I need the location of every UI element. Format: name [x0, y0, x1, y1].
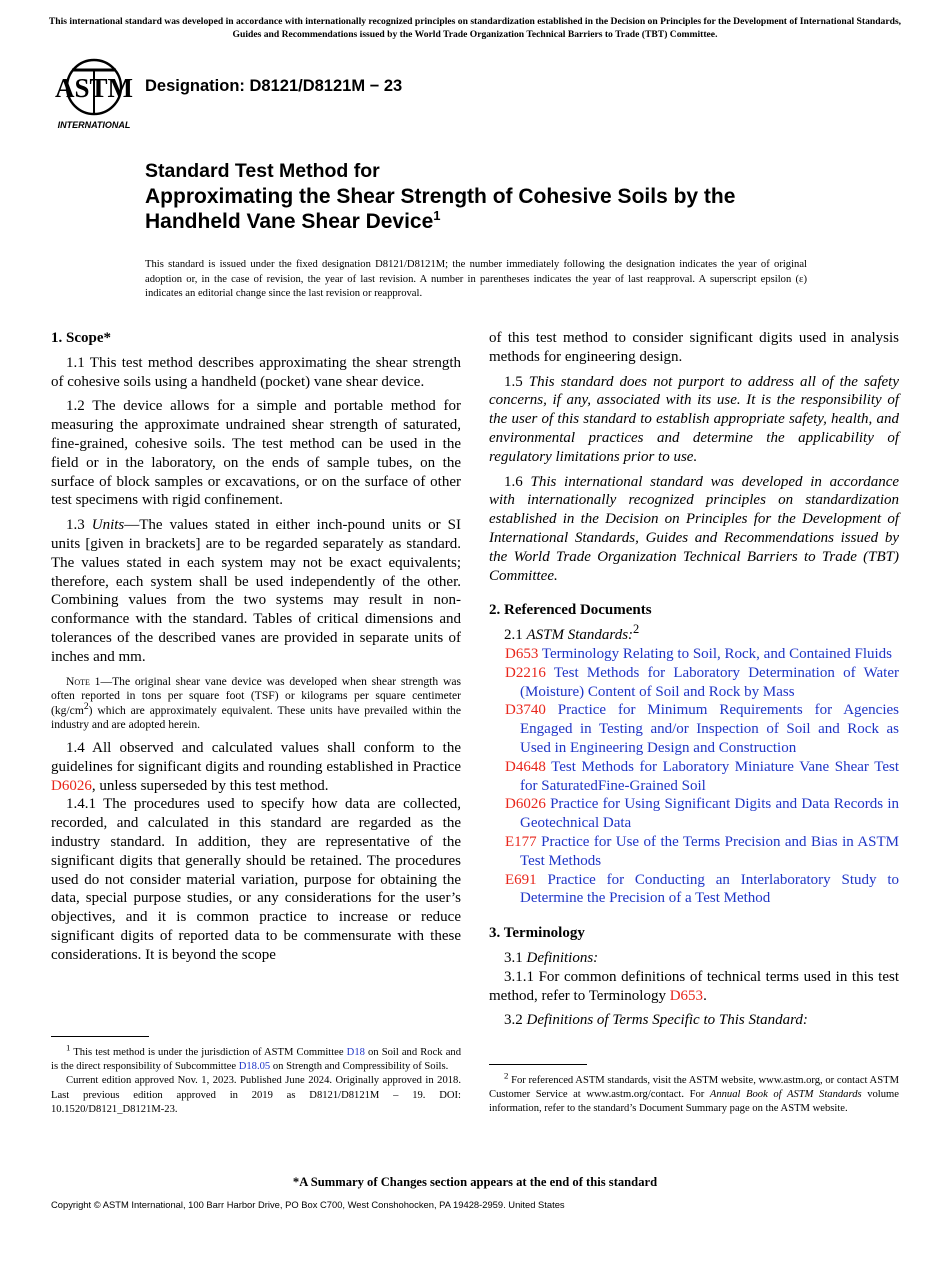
- reference-code-link[interactable]: E177: [505, 833, 537, 850]
- title-footnote-mark: 1: [433, 208, 441, 223]
- paragraph-1-2: 1.2 The device allows for a simple and portable method for measuring the approximate undrained shear strength of saturated, fine-grained, cohesive soils. The test method can be used in the field or in the laboratory, on the ends of sample tubes, on the surface of block samples or excavations, or on the surface of other test specimens with rigid confinement.: [51, 398, 461, 509]
- reference-item: [489, 645, 899, 664]
- astm-logo: [52, 56, 136, 132]
- reference-item: [489, 664, 899, 702]
- title-line-2: Approximating the Shear Strength of Cohesive Soils by the: [145, 185, 736, 208]
- reference-title-link[interactable]: Test Methods for Laboratory Miniature Vane Shear Test for SaturatedFine-Grained Soil: [520, 758, 899, 794]
- reference-item: [489, 871, 899, 909]
- paragraph-1-4: 1.4 All observed and calculated values shall conform to the guidelines for significant digits and rounding established in Practice D6026, unless superseded by this test method.: [51, 739, 461, 794]
- issuance-statement: This standard is issued under the fixed designation D8121/D8121M; the number immediately following the designation indicates the year of original adoption or, in the case of revision, the year of last revision. A number in parentheses indicates the year of last reapproval. A superscript epsilon (ε) indicates an editorial change since the last revision or reapproval.: [145, 259, 807, 299]
- units-label: Units: [91, 517, 125, 534]
- reference-code-link[interactable]: E691: [505, 871, 537, 888]
- reference-title-link[interactable]: Practice for Minimum Requirements for Agencies Engaged in Testing and/or Inspection of Soil and Rock as Used in Engineering Design and Construction: [520, 702, 900, 756]
- footnote-2: $^2$ For referenced ASTM standards, visit the ASTM website, www.astm.org, or contact ASTM Customer Service at www.astm.org/contact. For Annual Book of ASTM Standards volume information, refer to the standard’s Document Summary page on the ASTM website.: [489, 1070, 899, 1115]
- reference-title-link[interactable]: Practice for Use of the Terms Precision and Bias in ASTM Test Methods: [520, 833, 900, 869]
- paragraph-3-1: 3.1 Definitions:: [504, 949, 599, 966]
- reference-item: [489, 833, 899, 871]
- reference-item: [489, 701, 899, 757]
- paragraph-1-4-1-continued: of this test method to consider significant digits used in analysis methods for engineering design.: [489, 330, 899, 365]
- footnote-rule-right: [489, 1064, 587, 1065]
- link-d6026[interactable]: D6026: [51, 777, 92, 794]
- note-label: Note 1: [66, 674, 101, 688]
- footnote-rule-left: [51, 1036, 149, 1037]
- reference-code-link[interactable]: D2216: [505, 664, 546, 681]
- left-column: [51, 329, 461, 964]
- standard-notice: This international standard was developed in accordance with internationally recognized principles on standardization established in the Decision on Principles for the Development of International Standards, Guides and Recommendations issued by the World Trade Organization Technical Barriers to Trade (TBT) Committee.: [48, 16, 902, 40]
- reference-item: [489, 795, 899, 833]
- reference-title-link[interactable]: Terminology Relating to Soil, Rock, and Contained Fluids: [541, 645, 893, 662]
- reference-item: [489, 758, 899, 796]
- logo-lettering: ASTM: [54, 73, 134, 103]
- reference-title-link[interactable]: Practice for Using Significant Digits and Data Records in Geotechnical Data: [520, 796, 899, 832]
- copyright: Copyright © ASTM International, 100 Barr Harbor Drive, PO Box C700, West Conshohocken, PA 19428-2959. United States: [51, 1199, 565, 1210]
- paragraph-2-1: 2.1 ASTM Standards:$^2$: [504, 622, 640, 644]
- logo-subtext: INTERNATIONAL: [57, 120, 131, 130]
- footnote-1: $^1$ This test method is under the jurisdiction of ASTM Committee D18 on Soil and Rock and is the direct responsibility of Subcommittee D18.05 on Strength and Compressibility of Soils. Current edition approved Nov. 1, 2023. Published June 2024. Originally approved in 2018. Last previous edition approved in 2019 as D8121/D8121M – 19. DOI: 10.1520/D8121_D8121M-23.: [51, 1046, 461, 1117]
- title-line-3: Handheld Vane Shear Device: [145, 210, 434, 233]
- paragraph-3-1-1: 3.1.1 For common definitions of technical terms used in this test method, refer to Terminology D653.: [489, 968, 899, 1004]
- paragraph-1-6: 1.6 This international standard was developed in accordance with internationally recognized principles on standardization established in the Decision on Principles for the Development of International Standards, Guides and Recommendations issued by the World Trade Organization Technical Barriers to Trade (TBT) Committee.: [489, 473, 900, 584]
- section-heading-references: 2. Referenced Documents: [489, 602, 652, 619]
- reference-list: [489, 645, 899, 908]
- paragraph-1-3: 1.3 Units—The values stated in either inch-pound units or SI units [given in brackets] are to be regarded separately as standard. The values stated in each system may not be exact equivalents; therefore, each system shall be used independently of the other. Combining values from the two systems may result in non-conformance with the standard. Tables of critical dimensions and tolerances of the described vanes are provided in separate units of inches and mm.: [51, 517, 461, 665]
- paragraph-3-2: 3.2 Definitions of Terms Specific to This Standard:: [504, 1012, 808, 1029]
- link-d18[interactable]: D18: [346, 1047, 365, 1058]
- summary-of-changes-note: *A Summary of Changes section appears at the end of this standard: [292, 1175, 658, 1189]
- section-heading-scope: 1. Scope*: [51, 330, 111, 346]
- reference-code-link[interactable]: D653: [505, 645, 539, 662]
- document-title: [145, 159, 865, 234]
- reference-code-link[interactable]: D4648: [505, 758, 546, 775]
- note-1: Note 1—The original shear vane device was developed when shear strength was often reported in tons per square foot (TSF) or kilograms per square centimeter $(kg/cm^2)$ which are approximately equivalent. These units have prevailed within the industry and are adopted herein.: [51, 674, 461, 732]
- paragraph-1-5: 1.5 This standard does not purport to address all of the safety concerns, if any, associated with its use. It is the responsibility of the user of this standard to establish appropriate safety, health, and environmental practices and determine the applicability of regulatory limitations prior to use.: [489, 373, 899, 465]
- link-d653[interactable]: D653: [669, 987, 704, 1004]
- link-d18-05[interactable]: D18.05: [238, 1061, 271, 1073]
- footnote-1-edition: Current edition approved Nov. 1, 2023. Published June 2024. Originally approved in 2018. Last previous edition approved in 2019 as D8121/D8121M – 19. DOI: 10.1520/D8121_D8121M-23.: [51, 1075, 461, 1115]
- paragraph-1-4-1: 1.4.1 The procedures used to specify how data are collected, recorded, and calculated in this standard are regarded as the industry standard. In addition, they are representative of the significant digits that generally should be retained. The procedures used do not consider material variation, purpose for obtaining the data, special purpose studies, or any considerations for the user’s objectives, and it is common practice to increase or reduce significant digits of reported data to be commensurate with these considerations. It is beyond the scope: [51, 796, 461, 963]
- title-line-1: Standard Test Method for: [145, 160, 380, 182]
- section-heading-terminology: 3. Terminology: [489, 925, 585, 942]
- reference-code-link[interactable]: D3740: [505, 702, 546, 719]
- reference-code-link[interactable]: D6026: [505, 796, 546, 813]
- reference-title-link[interactable]: Practice for Conducting an Interlaboratory Study to Determine the Precision of a Test Method: [520, 871, 899, 907]
- designation: Designation: D8121/D8121M − 23: [145, 77, 403, 95]
- reference-title-link[interactable]: Test Methods for Laboratory Determination of Water (Moisture) Content of Soil and Rock by Mass: [520, 664, 900, 700]
- paragraph-1-1: 1.1 This test method describes approximating the shear strength of cohesive soils using a handheld (pocket) vane shear device.: [51, 354, 461, 390]
- right-column: [489, 329, 899, 1030]
